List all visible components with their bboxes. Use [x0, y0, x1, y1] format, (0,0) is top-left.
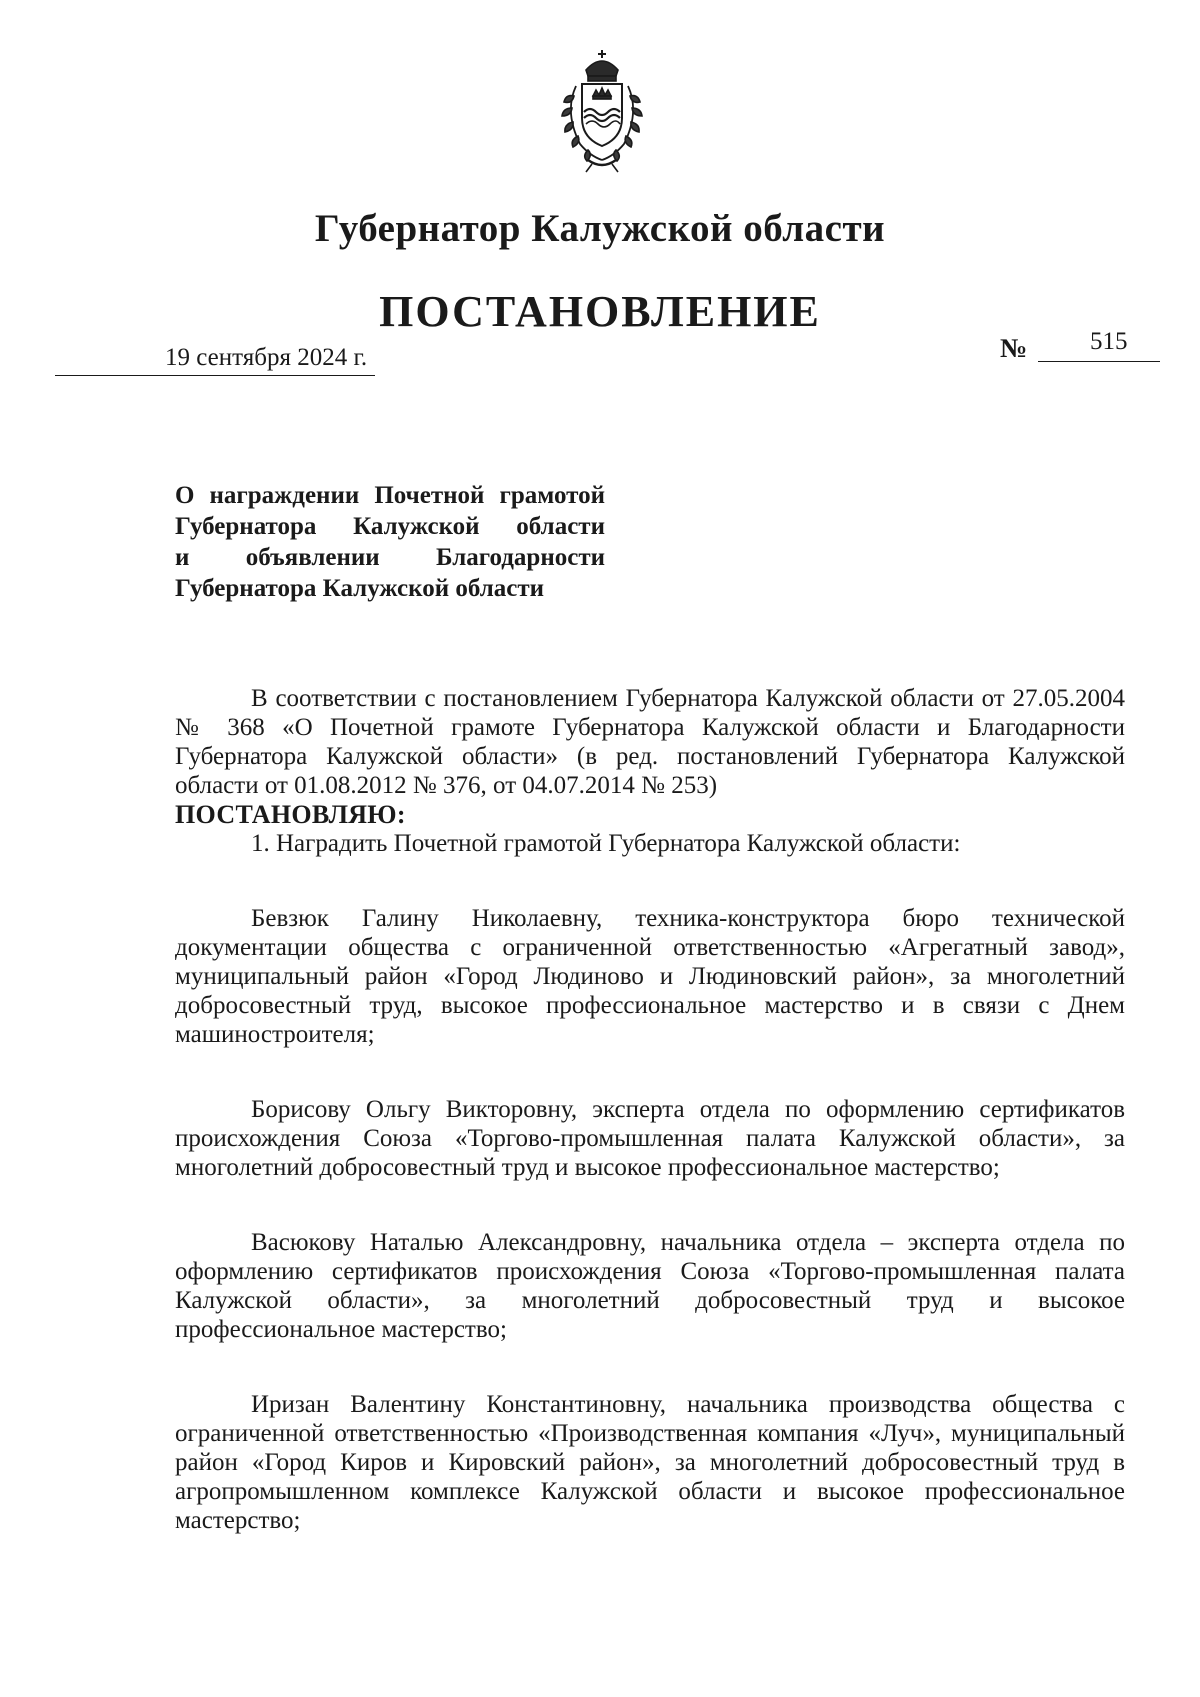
awardee-paragraph: Васюкову Наталью Александровну, начальника отдела – эксперта отдела по оформлению сертификатов происхождения Союза «Торгово-промышленная палата Калужской области», за многолетний добросовестный труд и высокое профессиональное мастерство; [175, 1229, 1125, 1343]
preamble-paragraph: В соответствии с постановлением Губернатора Калужской области от 27.05.2004 № 368 «О Почетной грамоте Губернатора Калужской области и Благодарности Губернатора Калужской области» (в ред. постановлений Губернатора Калужской области от 01.08.2012 № 376, от 04.07.2014 № 253) [175, 685, 1125, 799]
issuing-authority: Губернатор Калужской области [314, 207, 886, 250]
paragraph-gap [175, 858, 1125, 904]
number-underline [1038, 361, 1160, 362]
paragraph-gap [175, 1344, 1125, 1390]
awardee-paragraph: Бевзюк Галину Николаевну, техника-конструктора бюро технической документации общества с ограниченной ответственностью «Агрегатный завод», муниципальный район «Город Людиново и Людиновский район», за многолетний добросовестный труд, высокое профессиональное мастерство и в связи с Днем машиностроителя; [175, 905, 1125, 1048]
title-line: О награждении Почетной грамотой [175, 482, 605, 509]
document-number: 515 [1090, 328, 1128, 355]
title-line: Губернатора Калужской области [175, 575, 545, 602]
kaluga-coat-of-arms-icon [546, 46, 658, 174]
title-line: и объявлении Благодарности [175, 544, 605, 571]
paragraph-gap [175, 1049, 1125, 1095]
decree-word: ПОСТАНОВЛЯЮ: [175, 800, 406, 829]
item-1-paragraph: 1. Наградить Почетной грамотой Губернатора Калужской области: [251, 830, 961, 857]
date-underline [55, 375, 375, 376]
title-line: Губернатора Калужской области [175, 513, 605, 540]
paragraph-gap [175, 1182, 1125, 1228]
awardee-paragraph: Иризан Валентину Константиновну, начальника производства общества с ограниченной ответственностью «Производственная компания «Луч», муниципальный район «Город Киров и Кировский район», за многолетний добросовестный труд в агропромышленном комплексе Калужской области и высокое профессиональное мастерство; [175, 1391, 1125, 1534]
document-title [175, 480, 605, 604]
document-date: 19 сентября 2024 г. [165, 344, 368, 371]
document-type: ПОСТАНОВЛЕНИЕ [379, 287, 821, 336]
awardee-paragraph: Борисову Ольгу Викторовну, эксперта отдела по оформлению сертификатов происхождения Союза «Торгово-промышленная палата Калужской области», за многолетний добросовестный труд и высокое профессиональное мастерство; [175, 1096, 1125, 1181]
document-body [175, 684, 1125, 1535]
number-label: № [1000, 333, 1028, 363]
